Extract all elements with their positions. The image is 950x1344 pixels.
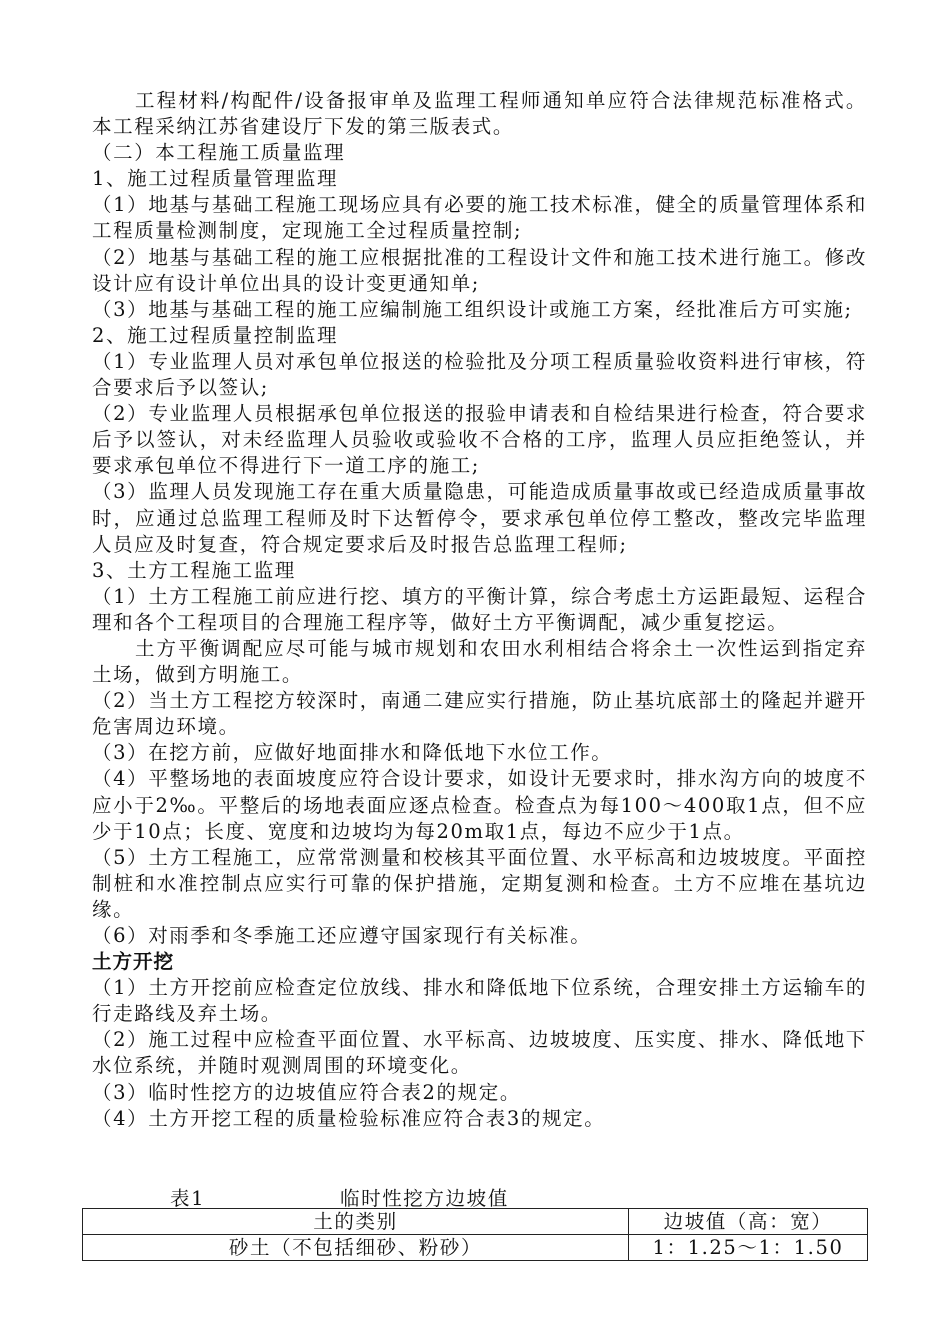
paragraph: （1）土方开挖前应检查定位放线、排水和降低地下位系统，合理安排土方运输车的行走路线及弃土场。 bbox=[92, 976, 867, 1026]
paragraph: （6）对雨季和冬季施工还应遵守国家现行有关标准。 bbox=[92, 924, 592, 947]
paragraph: （3）地基与基础工程的施工应编制施工组织设计或施工方案，经批准后方可实施; bbox=[92, 297, 853, 321]
paragraph: （1）专业监理人员对承包单位报送的检验批及分项工程质量验收资料进行审核，符合要求后予以签认; bbox=[92, 349, 867, 400]
paragraph: 工程材料/构配件/设备报审单及监理工程师通知单应符合法律规范标准格式。本工程采纳江苏省建设厅下发的第三版表式。 bbox=[92, 89, 867, 139]
section-heading: 土方开挖 bbox=[92, 950, 175, 974]
paragraph: 3、土方工程施工监理 bbox=[92, 558, 296, 582]
paragraph: （2）施工过程中应检查平面位置、水平标高、边坡坡度、压实度、排水、降低地下水位系统，并随时观测周围的环境变化。 bbox=[92, 1028, 867, 1078]
header-slope-value: 边坡值（高：宽） bbox=[629, 1209, 868, 1235]
paragraph: （二）本工程施工质量监理 bbox=[92, 141, 346, 165]
paragraph: （4）平整场地的表面坡度应符合设计要求，如设计无要求时，排水沟方向的坡度不应小于2‰。平整后的场地表面应逐点检查。检查点为每100～400取1点，但不应少于10点；长度、宽度和边坡均为每20m取1点，每边不应少于1点。 bbox=[92, 767, 867, 843]
paragraph: （3）在挖方前，应做好地面排水和降低地下水位工作。 bbox=[92, 741, 613, 765]
paragraph: （3）监理人员发现施工存在重大质量隐患，可能造成质量事故或已经造成质量事故时，应通过总监理工程师及时下达暂停令，要求承包单位停工整改，整改完毕监理人员应及时复查，符合规定要求后及时报告总监理工程师; bbox=[92, 480, 867, 556]
cell-soil-type: 砂土（不包括细砂、粉砂） bbox=[83, 1235, 629, 1261]
table-row bbox=[83, 1235, 868, 1261]
table-header-row bbox=[83, 1209, 868, 1235]
paragraph: 2、施工过程质量控制监理 bbox=[92, 323, 339, 347]
slope-table bbox=[82, 1208, 868, 1261]
paragraph: （2）专业监理人员根据承包单位报送的报验申请表和自检结果进行检查，符合要求后予以签认，对未经监理人员验收或验收不合格的工序，监理人员应拒绝签认，并要求承包单位不得进行下一道工序的施工; bbox=[92, 402, 867, 478]
paragraph: （2）地基与基础工程的施工应根据批准的工程设计文件和施工技术进行施工。修改设计应有设计单位出具的设计变更通知单; bbox=[92, 245, 867, 295]
paragraph: （4）土方开挖工程的质量检验标准应符合表3的规定。 bbox=[92, 1106, 606, 1130]
table-title: 临时性挖方边坡值 bbox=[340, 1187, 509, 1210]
paragraph: （1）土方工程施工前应进行挖、填方的平衡计算，综合考虑土方运距最短、运程合理和各个工程项目的合理施工程序等，做好土方平衡调配，减少重复挖运。 bbox=[92, 584, 867, 634]
paragraph: 1、施工过程质量管理监理 bbox=[92, 167, 339, 191]
paragraph: （2）当土方工程挖方较深时，南通二建应实行措施，防止基坑底部土的隆起并避开危害周边环境。 bbox=[92, 689, 867, 739]
paragraph: （5）土方工程施工，应常常测量和校核其平面位置、水平标高和边坡坡度。平面控制桩和水准控制点应实行可靠的保护措施，定期复测和检查。土方不应堆在基坑边缘。 bbox=[92, 845, 867, 921]
paragraph: （3）临时性挖方的边坡值应符合表2的规定。 bbox=[92, 1080, 521, 1104]
paragraph: 土方平衡调配应尽可能与城市规划和农田水利相结合将余土一次性运到指定弃土场，做到方明施工。 bbox=[92, 636, 867, 687]
table-number: 表1 bbox=[170, 1187, 206, 1210]
paragraph: （1）地基与基础工程施工现场应具有必要的施工技术标准，健全的质量管理体系和工程质量检测制度，定现施工全过程质量控制; bbox=[92, 193, 867, 243]
cell-slope-value: 1：1.25～1：1.50 bbox=[629, 1235, 868, 1261]
body-text bbox=[92, 88, 867, 1132]
header-soil-type: 土的类别 bbox=[83, 1209, 629, 1235]
